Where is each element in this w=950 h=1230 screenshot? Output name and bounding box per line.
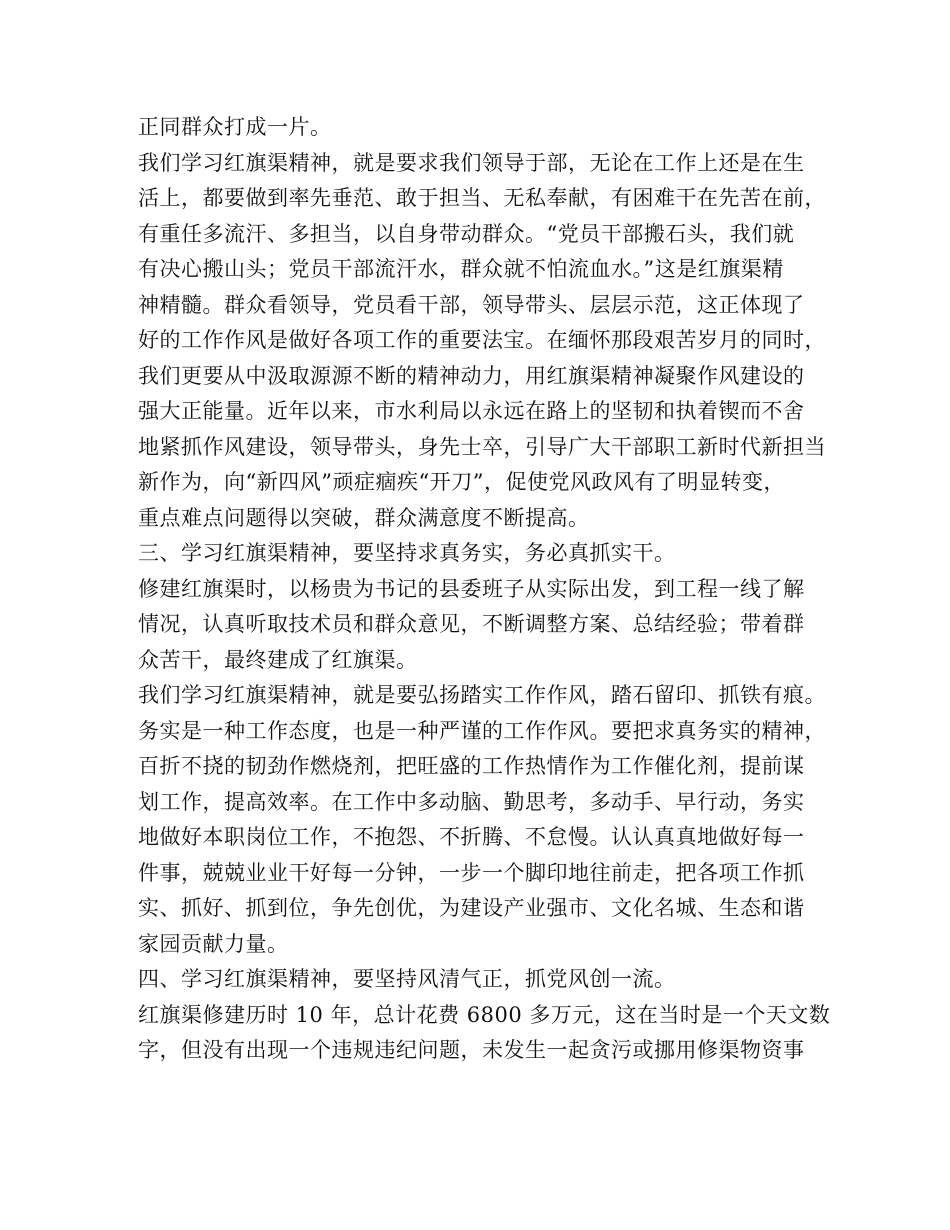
text-line: 我们更要从中汲取源源不断的精神动力，用红旗渠精神凝聚作风建设的: [138, 363, 805, 388]
text-line: 神精髓。群众看领导，党员看干部，领导带头、层层示范，这正体现了: [138, 292, 805, 317]
text-line: 有重任多流汗、多担当，以自身带动群众。“党员干部搬石头，我们就: [138, 221, 795, 246]
text-line: 新作为，向“新四风”顽症痼疾“开刀”，促使党风政风有了明显转变，: [138, 470, 785, 494]
text-line: 有决心搬山头；党员干部流汗水，群众就不怕流血水。”这是红旗渠精: [138, 257, 784, 281]
text-line: 正同群众打成一片。: [138, 115, 332, 139]
text-line: 务实是一种工作态度，也是一种严谨的工作作风。要把求真务实的精神，: [138, 718, 826, 743]
section-heading: 三、学习红旗渠精神，要坚持求真务实，务必真抓实干。: [138, 541, 676, 565]
section-heading: 四、学习红旗渠精神，要坚持风清气正，抓党风创一流。: [138, 967, 676, 991]
text-line: 件事，兢兢业业干好每一分钟，一步一个脚印地往前走，把各项工作抓: [138, 860, 805, 885]
text-line: 好的工作作风是做好各项工作的重要法宝。在缅怀那段艰苦岁月的同时，: [138, 328, 826, 352]
text-line: 情况，认真听取技术员和群众意见，不断调整方案、总结经验；带着群: [138, 612, 805, 636]
document-body: [138, 110, 831, 1069]
text-line: 家园贡献力量。: [138, 931, 289, 956]
text-line: 我们学习红旗渠精神，就是要弘扬踏实工作作风，踏石留印、抓铁有痕。: [138, 683, 826, 707]
text-line: 地做好本职岗位工作，不抱怨、不折腾、不怠慢。认认真真地做好每一: [138, 825, 805, 849]
text-line: 活上，都要做到率先垂范、敢于担当、无私奉献，有困难干在先苦在前，: [138, 186, 826, 210]
text-line: 众苦干，最终建成了红旗渠。: [138, 647, 418, 672]
text-line: 重点难点问题得以突破，群众满意度不断提高。: [138, 505, 590, 530]
text-line: 百折不挠的韧劲作燃烧剂，把旺盛的工作热情作为工作催化剂，提前谋: [138, 754, 805, 778]
text-line: 强大正能量。近年以来，市水利局以永远在路上的坚韧和执着锲而不舍: [138, 399, 805, 423]
text-line: 划工作，提高效率。在工作中多动脑、勤思考，多动手、早行动，务实: [138, 789, 805, 814]
text-line: 地紧抓作风建设，领导带头，身先士卒，引导广大干部职工新时代新担当: [138, 434, 826, 459]
text-line: 实、抓好、抓到位，争先创优，为建设产业强市、文化名城、生态和谐: [138, 896, 805, 920]
text-line: 修建红旗渠时，以杨贵为书记的县委班子从实际出发，到工程一线了解: [138, 576, 805, 601]
text-line: 我们学习红旗渠精神，就是要求我们领导于部，无论在工作上还是在生: [138, 150, 805, 175]
text-line: 红旗渠修建历时 10 年，总计花费 6800 多万元，这在当时是一个天文数: [138, 1002, 831, 1027]
text-line: 字，但没有出现一个违规违纪问题，未发生一起贪污或挪用修渠物资事: [138, 1038, 805, 1062]
